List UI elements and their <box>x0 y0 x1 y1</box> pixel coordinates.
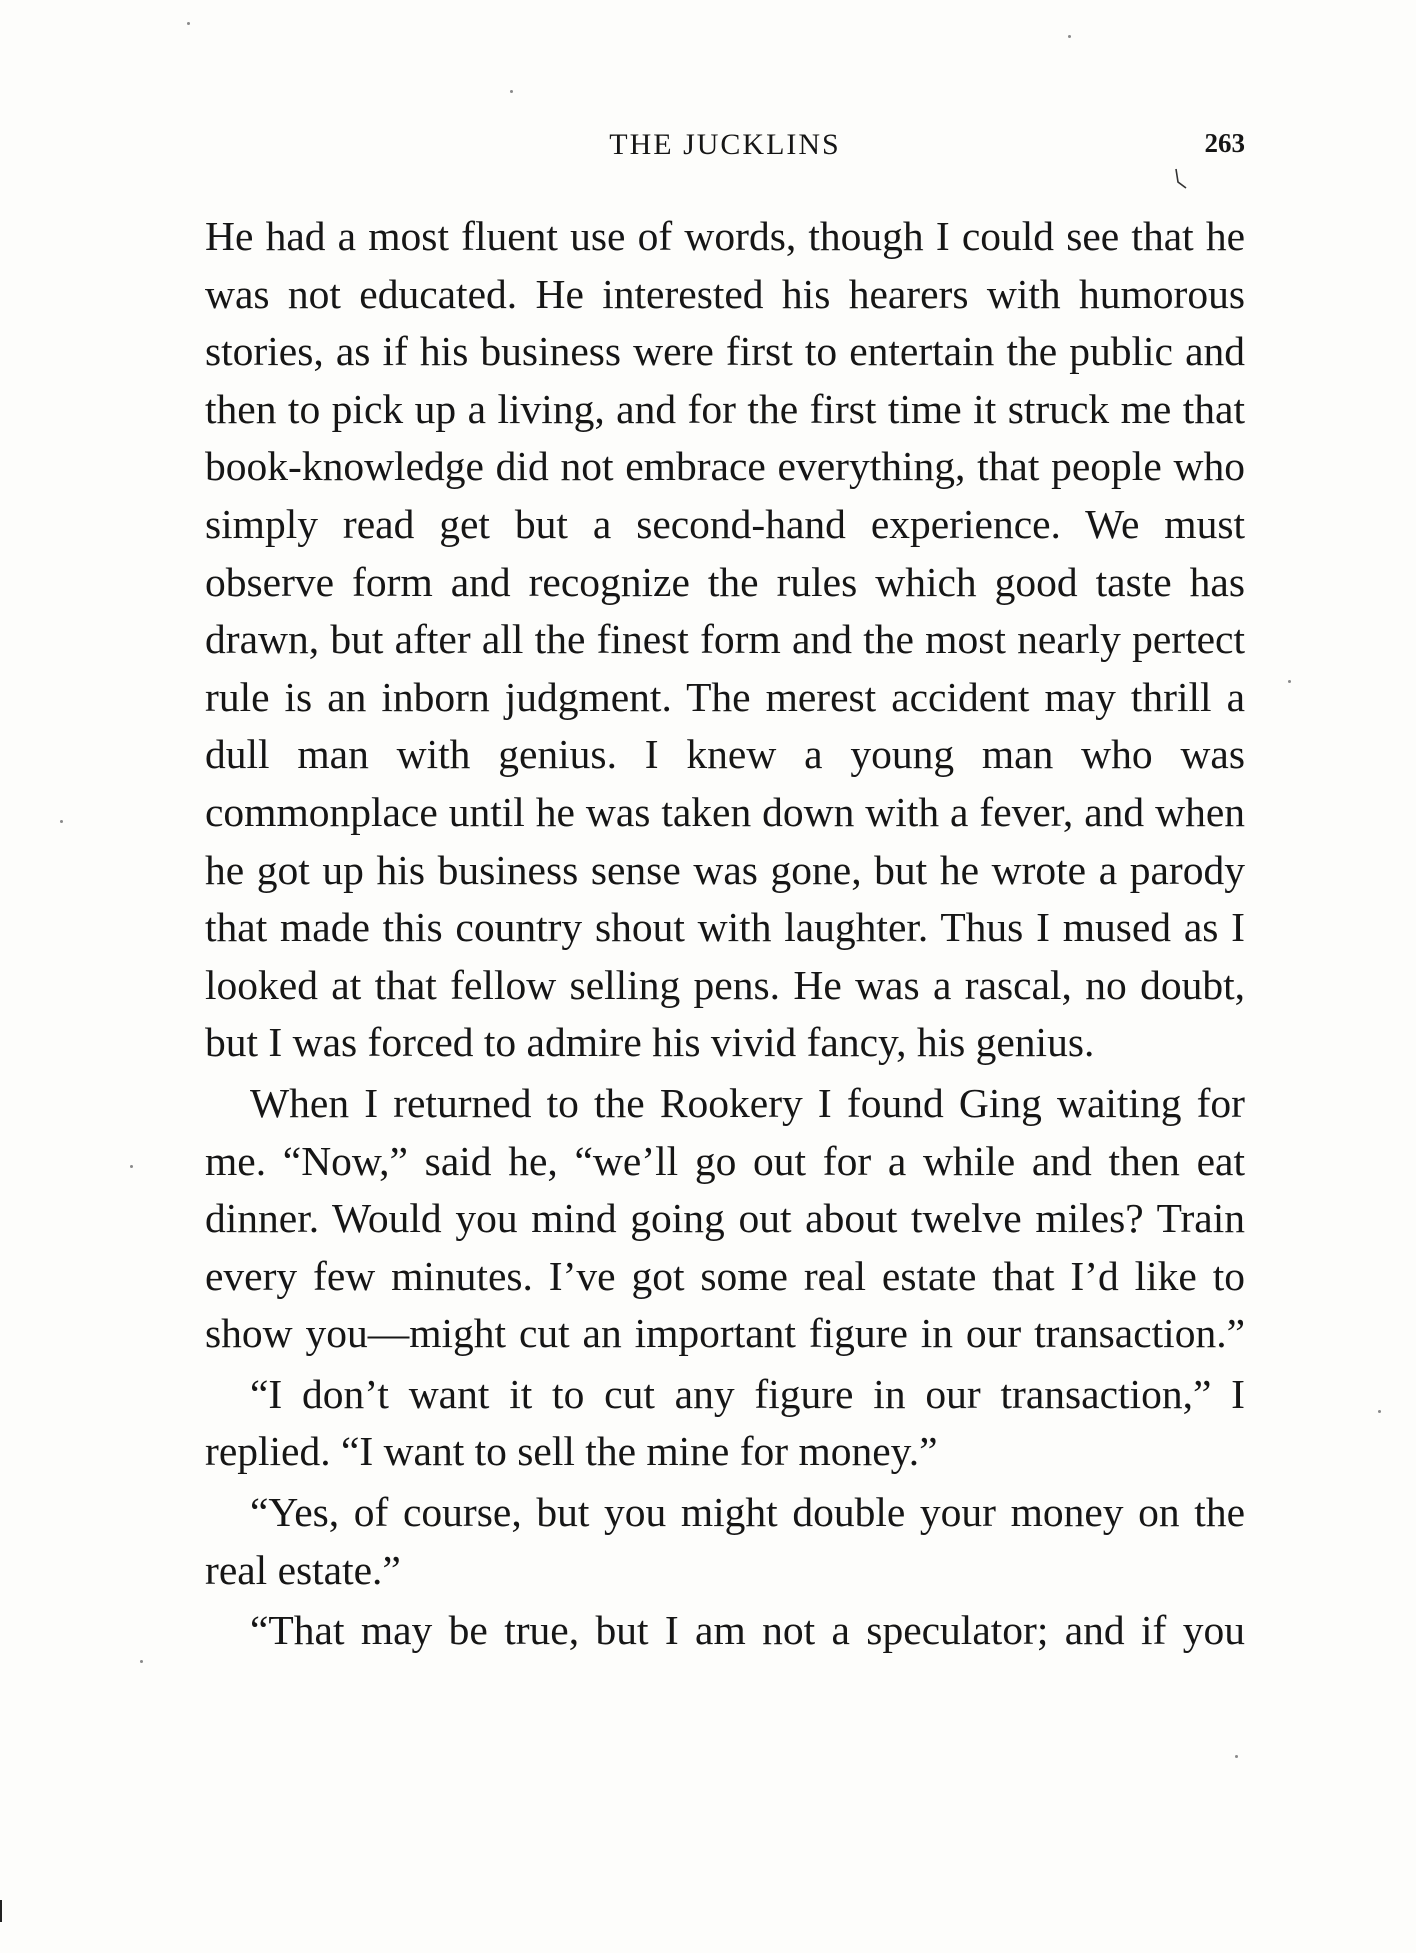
paper-speck <box>130 1165 133 1168</box>
running-head <box>205 120 1245 170</box>
paragraph: “Yes, of course, but you might double your money on the real estate.” <box>205 1489 1245 1593</box>
body-text <box>205 208 1245 1660</box>
paper-speck <box>510 90 513 93</box>
paragraph: He had a most fluent use of words, though I could see that he was not educated. He interested his hearers with humorous stories, as if his business were first to entertain the public and then to pick up a living, and for the first time it struck me that book-knowledge did not embrace everything, that people who simply read get but a second-hand experience. We must observe form and recognize the rules which good taste has drawn, but after all the finest form and the most nearly pertect rule is an inborn judgment. The merest accident may thrill a dull man with genius. I knew a young man who was commonplace until he was taken down with a fever, and when he got up his business sense was gone, but he wrote a parody that made this country shout with laughter. Thus I mused as I looked at that fellow selling pens. He was a rascal, no doubt, but I was forced to admire his vivid fancy, his genius. <box>205 213 1245 1066</box>
paragraph: When I returned to the Rookery I found Ging waiting for me. “Now,” said he, “we’ll go out for a while and then eat dinner. Would you mind going out about twelve miles? Train every few minutes. I’ve got some real estate that I’d like to show you—might cut an important figure in our transaction.” <box>205 1079 1245 1357</box>
pencil-tick-mark <box>1174 168 1188 190</box>
paper-speck <box>1235 1755 1238 1758</box>
paper-speck <box>140 1660 143 1663</box>
paper-speck <box>187 22 190 25</box>
paragraph: “I don’t want it to cut any figure in our transaction,” I replied. “I want to sell the mine for money.” <box>205 1370 1245 1475</box>
running-title: THE JUCKLINS <box>609 128 841 161</box>
paper-speck <box>1068 35 1071 38</box>
paper-speck <box>1288 680 1291 683</box>
paper-speck <box>1378 1410 1381 1413</box>
paragraph: “That may be true, but I am not a speculator; and if you <box>250 1607 1245 1654</box>
page-number: 263 <box>1204 128 1245 158</box>
paper-speck <box>60 820 63 823</box>
page-edge-mark <box>0 1900 2 1922</box>
